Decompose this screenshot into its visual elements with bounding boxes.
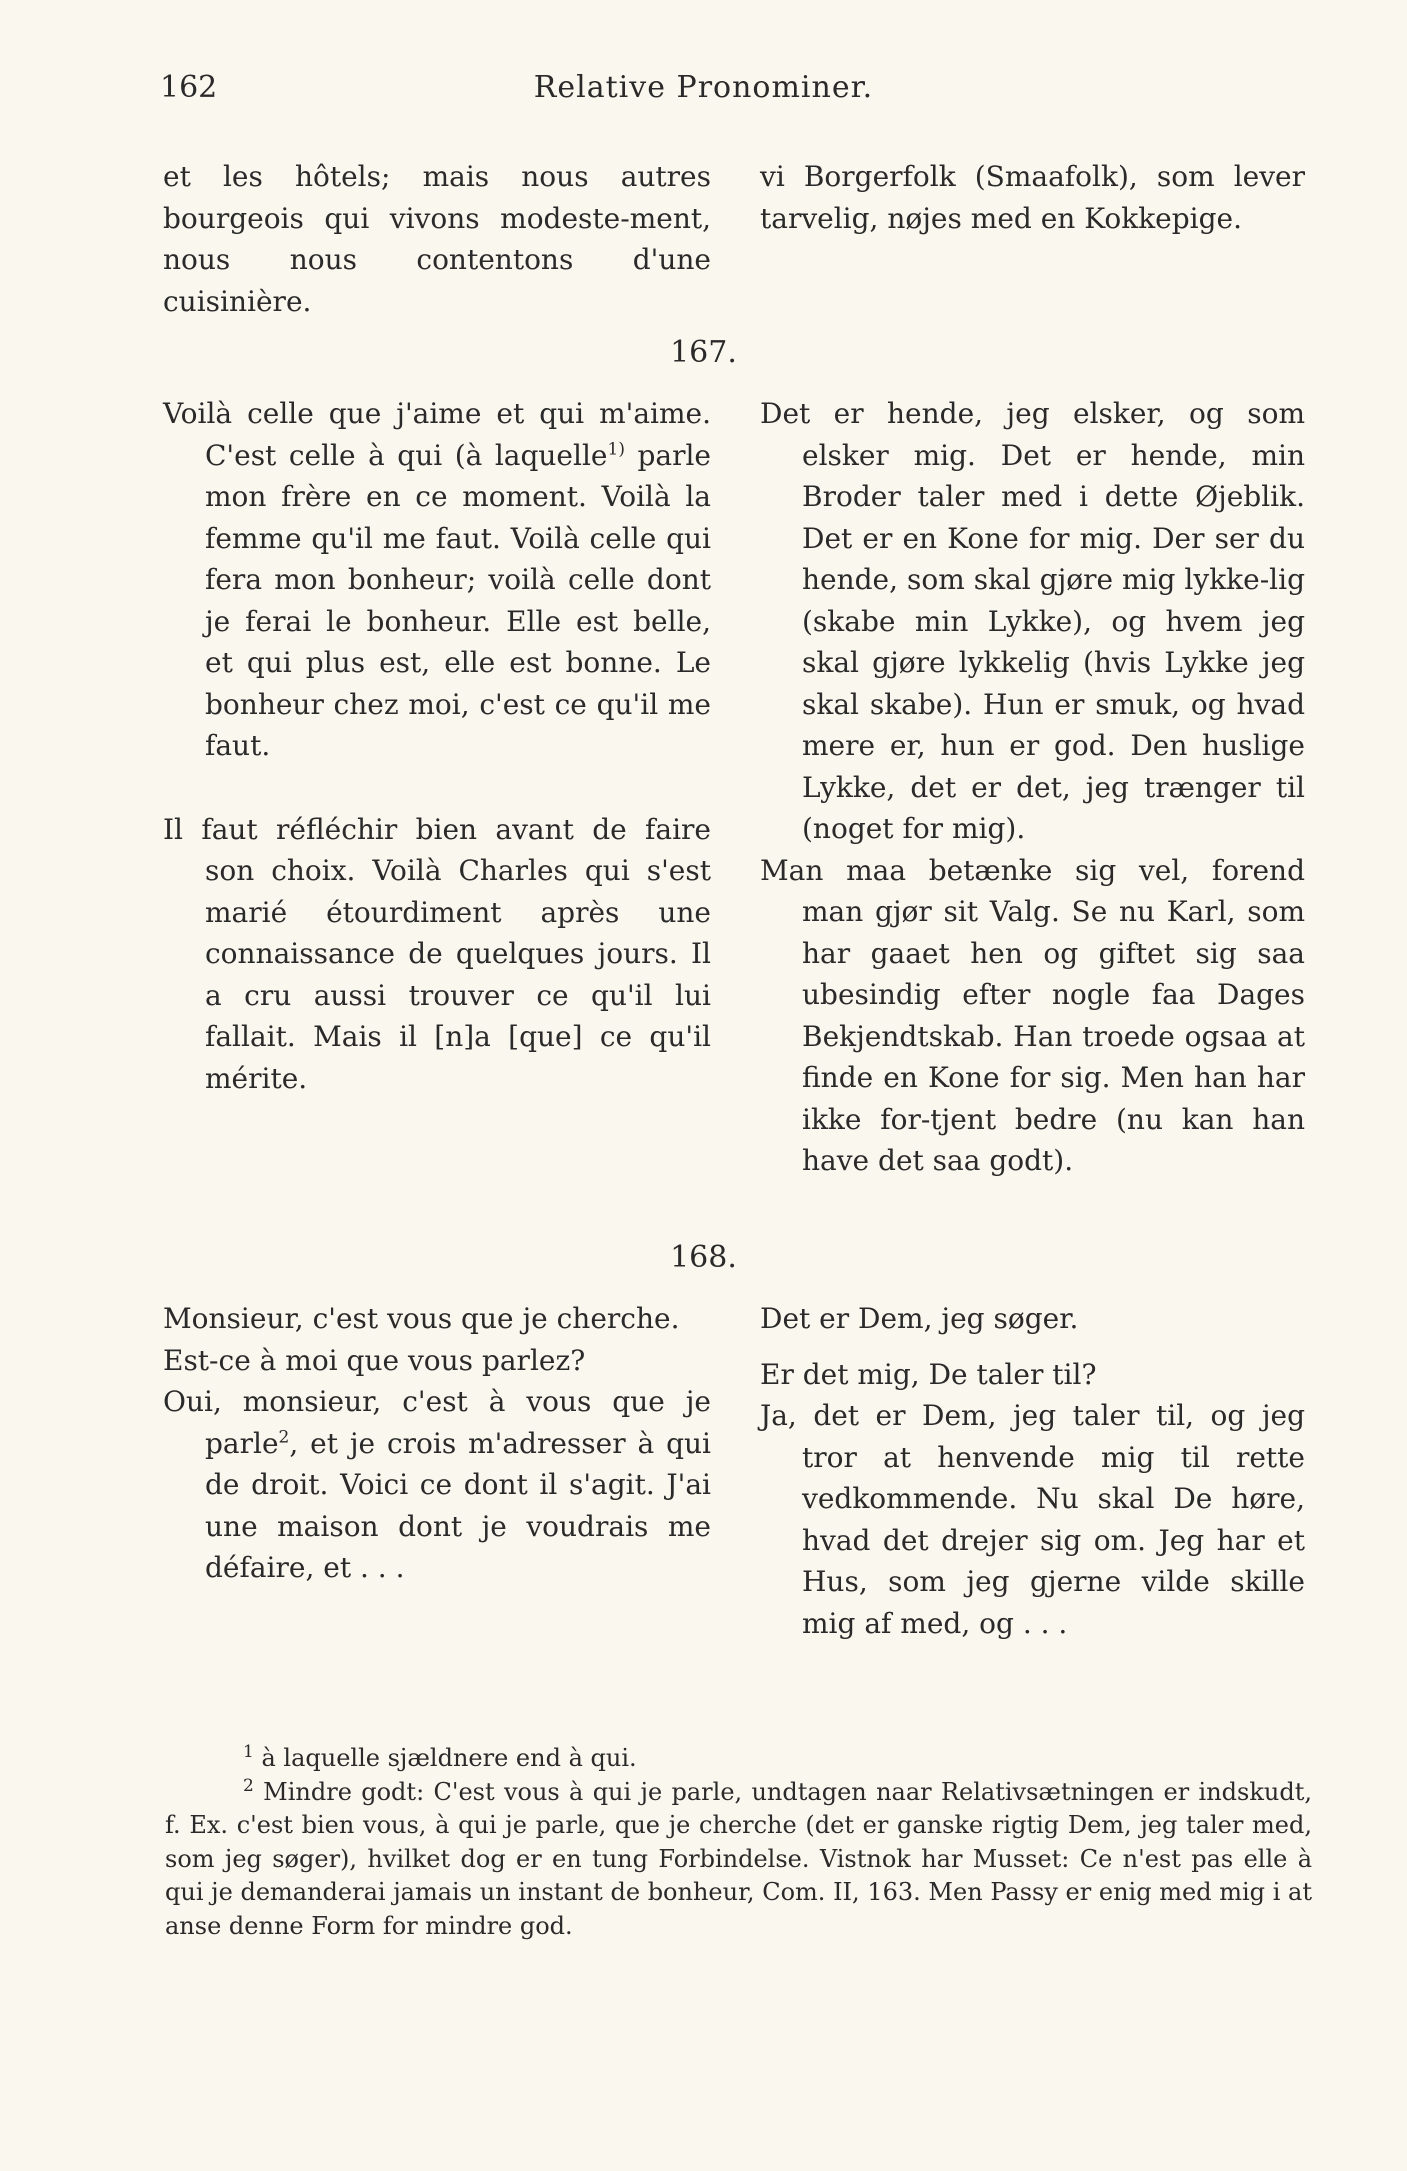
page-number: 162 xyxy=(160,70,218,105)
running-title: Relative Pronominer. xyxy=(533,70,874,105)
paragraph: Man maa betænke sig vel, forend man gjør sit Valg. Se nu Karl, som har gaaet hen og giftet sig saa ubesindig efter nogle faa Dages Bekjendtskab. Han troede ogsaa at finde en Kone for sig. Men han har ikke for-tjent bedre (nu kan han have det saa godt). xyxy=(760,853,1305,1177)
section-168-danish xyxy=(760,1298,1305,1644)
paragraph: Det er hende, jeg elsker, og som elsker mig. Det er hende, min Broder taler med i dette Øjeblik. Det er en Kone for mig. Der ser du hende, som skal gjøre mig lykke-lig (skabe min Lykke), og hvem jeg skal gjøre lykkelig (hvis Lykke jeg skal skabe). Hun er smuk, og hvad mere er, hun er god. Den huslige Lykke, det er det, jeg trænger til (noget for mig). xyxy=(760,397,1305,845)
footnote-text: à laquelle sjældnere end à qui. xyxy=(261,1744,637,1772)
footnote-1 xyxy=(165,1742,1312,1776)
paragraph xyxy=(163,1381,711,1589)
footnote-marker: 2 xyxy=(278,1427,290,1448)
section-166-danish xyxy=(760,156,1305,239)
paragraph: Il faut réfléchir bien avant de faire son choix. Voilà Charles qui s'est marié étourdiment après une connaissance de quelques jours. Il a cru aussi trouver ce qu'il lui fallait. Mais il [n]a [que] ce qu'il mérite. xyxy=(163,812,711,1095)
section-166-french xyxy=(163,156,711,322)
paragraph-text: Voilà celle que j'aime et qui m'aime. C'est celle à qui (à laquelle xyxy=(163,397,711,472)
paragraph xyxy=(163,393,711,767)
footnotes xyxy=(165,1742,1312,1943)
footnote-marker: 1) xyxy=(607,439,625,460)
footnote-2 xyxy=(165,1776,1312,1944)
section-168-french xyxy=(163,1298,711,1589)
section-167-danish xyxy=(760,393,1305,1182)
paragraph: Monsieur, c'est vous que je cherche. xyxy=(163,1302,680,1335)
paragraph: Det er Dem, jeg søger. xyxy=(760,1302,1079,1335)
footnote-marker: 2 xyxy=(243,1775,254,1796)
paragraph: Er det mig, De taler til? xyxy=(760,1357,1097,1391)
paragraph: Est-ce à moi que vous parlez? xyxy=(163,1343,586,1377)
paragraph: et les hôtels; mais nous autres bourgeois qui vivons modeste-ment, nous nous contentons d'une cuisinière. xyxy=(163,160,711,318)
section-number-167: 167. xyxy=(670,335,737,370)
paragraph-text: , et je crois m'adresser à qui de droit. Voici ce dont il s'agit. J'ai une maison dont je voudrais me défaire, et . . . xyxy=(205,1426,711,1584)
paragraph-text: parle mon frère en ce moment. Voilà la femme qu'il me faut. Voilà celle qui fera mon bonheur; voilà celle dont je ferai le bonheur. Elle est belle, et qui plus est, elle est bonne. Le bonheur chez moi, c'est ce qu'il me faut. xyxy=(205,438,711,762)
paragraph: vi Borgerfolk (Smaafolk), som lever tarvelig, nøjes med en Kokkepige. xyxy=(760,160,1305,235)
section-number-168: 168. xyxy=(670,1240,737,1275)
paragraph: Ja, det er Dem, jeg taler til, og jeg tror at henvende mig til rette vedkommende. Nu skal De høre, hvad det drejer sig om. Jeg har et Hus, som jeg gjerne vilde skille mig af med, og . . . xyxy=(760,1399,1305,1640)
paragraph-text: Oui, monsieur, c'est à vous que je parle xyxy=(163,1385,711,1460)
section-167-french xyxy=(163,393,711,1099)
footnote-marker: 1 xyxy=(243,1742,254,1762)
footnote-text: Mindre godt: C'est vous à qui je parle, undtagen naar Relativsætningen er indskudt, f. Ex. c'est bien vous, à qui je parle, que je cherche (det er ganske rigtig Dem, jeg taler med, som jeg søger), hvilket dog er en tung Forbindelse. Vistnok har Musset: Ce n'est pas elle à qui je demanderai jamais un instant de bonheur, Com. II, 163. Men Passy er enig med mig i at anse denne Form for mindre god. xyxy=(165,1777,1312,1940)
